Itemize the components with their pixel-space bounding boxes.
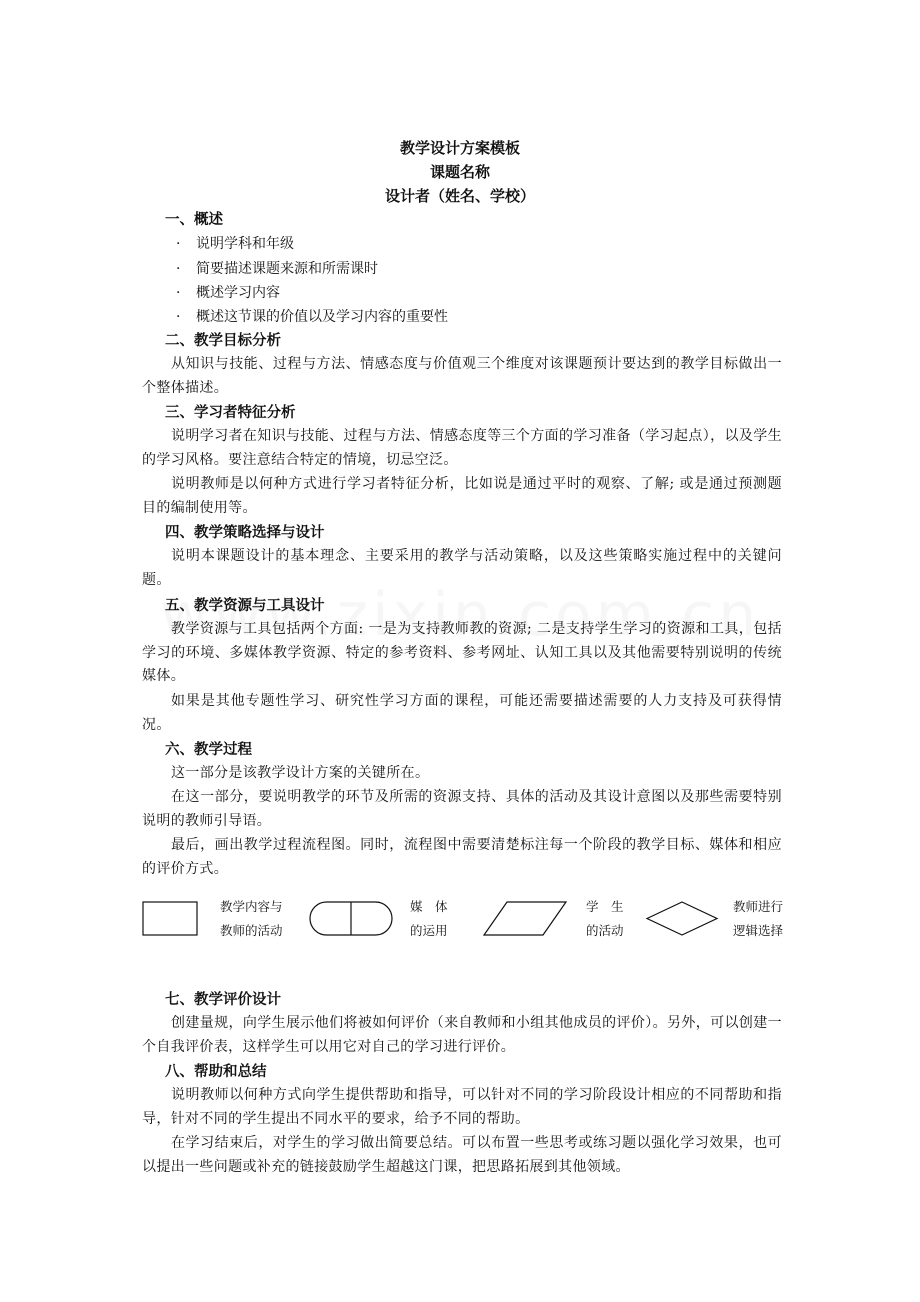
paragraph: 说明教师是以何种方式进行学习者特征分析，比如说是通过平时的观察、了解; 或是通过预测题目的编制使用等。 xyxy=(142,476,782,516)
section-heading-objectives: 二、教学目标分析 xyxy=(165,333,281,349)
paragraph: 说明学习者在知识与技能、过程与方法、情感态度等三个方面的学习准备（学习起点），以及学生的学习风格。要注意结合特定的情境，切忌空泛。 xyxy=(142,428,782,468)
section-heading-strategy: 四、教学策略选择与设计 xyxy=(165,525,325,541)
process-rectangle-icon xyxy=(143,902,197,935)
paragraph: 教学资源与工具包括两个方面: 一是为支持教师教的资源; 二是支持学生学习的资源和工具，包括学习的环境、多媒体教学资源、特定的参考资料、参考网址、认知工具以及其他需要特别说明的传统媒体。 xyxy=(142,621,782,684)
list-item: · 概述这节课的价值以及学习内容的重要性 xyxy=(176,309,448,325)
bullet-icon: · xyxy=(176,236,181,252)
legend-label-student: 学 生 xyxy=(586,899,624,914)
paragraph: 在这一部分，要说明教学的环节及所需的资源支持、具体的活动及其设计意图以及那些需要特别说明的教师引导语。 xyxy=(142,789,782,829)
paragraph: 说明本课题设计的基本理念、主要采用的教学与活动策略，以及这些策略实施过程中的关键问题。 xyxy=(142,548,782,588)
paragraph: 如果是其他专题性学习、研究性学习方面的课程，可能还需要描述需要的人力支持及可获得情况。 xyxy=(142,693,782,733)
paragraph: 这一部分是该教学设计方案的关键所在。 xyxy=(171,765,430,781)
legend-label-decision: 逻辑选择 xyxy=(733,923,784,938)
section-heading-overview: 一、概述 xyxy=(165,212,223,228)
section-heading-process: 六、教学过程 xyxy=(165,742,252,758)
section-heading-resources: 五、教学资源与工具设计 xyxy=(165,598,325,614)
lesson-title: 课题名称 xyxy=(429,163,490,181)
legend-label-content: 教师的活动 xyxy=(220,923,283,938)
designer-line: 设计者（姓名、学校） xyxy=(384,187,535,205)
legend-label-media: 媒 体 xyxy=(410,899,448,914)
paragraph: 说明教师以何种方式向学生提供帮助和指导，可以针对不同的学习阶段设计相应的不同帮助和指导，针对不同的学生提出不同水平的要求，给予不同的帮助。 xyxy=(142,1087,782,1127)
paragraph: 在学习结束后，对学生的学习做出简要总结。可以布置一些思考或练习题以强化学习效果，也可以提出一些问题或补充的链接鼓励学生超越这门课，把思路拓展到其他领域。 xyxy=(142,1135,782,1175)
bullet-icon: · xyxy=(176,309,181,325)
paragraph: 从知识与技能、过程与方法、情感态度与价值观三个维度对该课题预计要达到的教学目标做出一个整体描述。 xyxy=(142,356,782,396)
bullet-icon: · xyxy=(176,285,181,301)
list-item: · 概述学习内容 xyxy=(176,285,280,301)
legend-label-student: 的活动 xyxy=(586,923,624,938)
list-item: · 简要描述课题来源和所需课时 xyxy=(176,261,378,277)
legend-label-decision: 教师进行 xyxy=(733,899,784,914)
section-heading-learner-analysis: 三、学习者特征分析 xyxy=(165,405,296,421)
section-heading-evaluation: 七、教学评价设计 xyxy=(165,992,281,1008)
section-heading-help-summary: 八、帮助和总结 xyxy=(165,1064,267,1080)
paragraph: 创建量规，向学生展示他们将被如何评价（来自教师和小组其他成员的评价）。另外，可以创建一个自我评价表，这样学生可以用它对自己的学习进行评价。 xyxy=(142,1015,782,1055)
paragraph: 最后，画出教学过程流程图。同时，流程图中需要清楚标注每一个阶段的教学目标、媒体和相应的评价方式。 xyxy=(142,837,782,877)
list-item: · 说明学科和年级 xyxy=(176,236,294,252)
flowchart-legend xyxy=(140,893,800,949)
legend-label-content: 教学内容与 xyxy=(220,899,283,914)
document-title: 教学设计方案模板 xyxy=(399,139,520,157)
decision-diamond-icon xyxy=(647,902,717,935)
bullet-icon: · xyxy=(176,261,181,277)
student-parallelogram-icon xyxy=(484,902,566,935)
legend-label-media: 的运用 xyxy=(410,923,448,938)
